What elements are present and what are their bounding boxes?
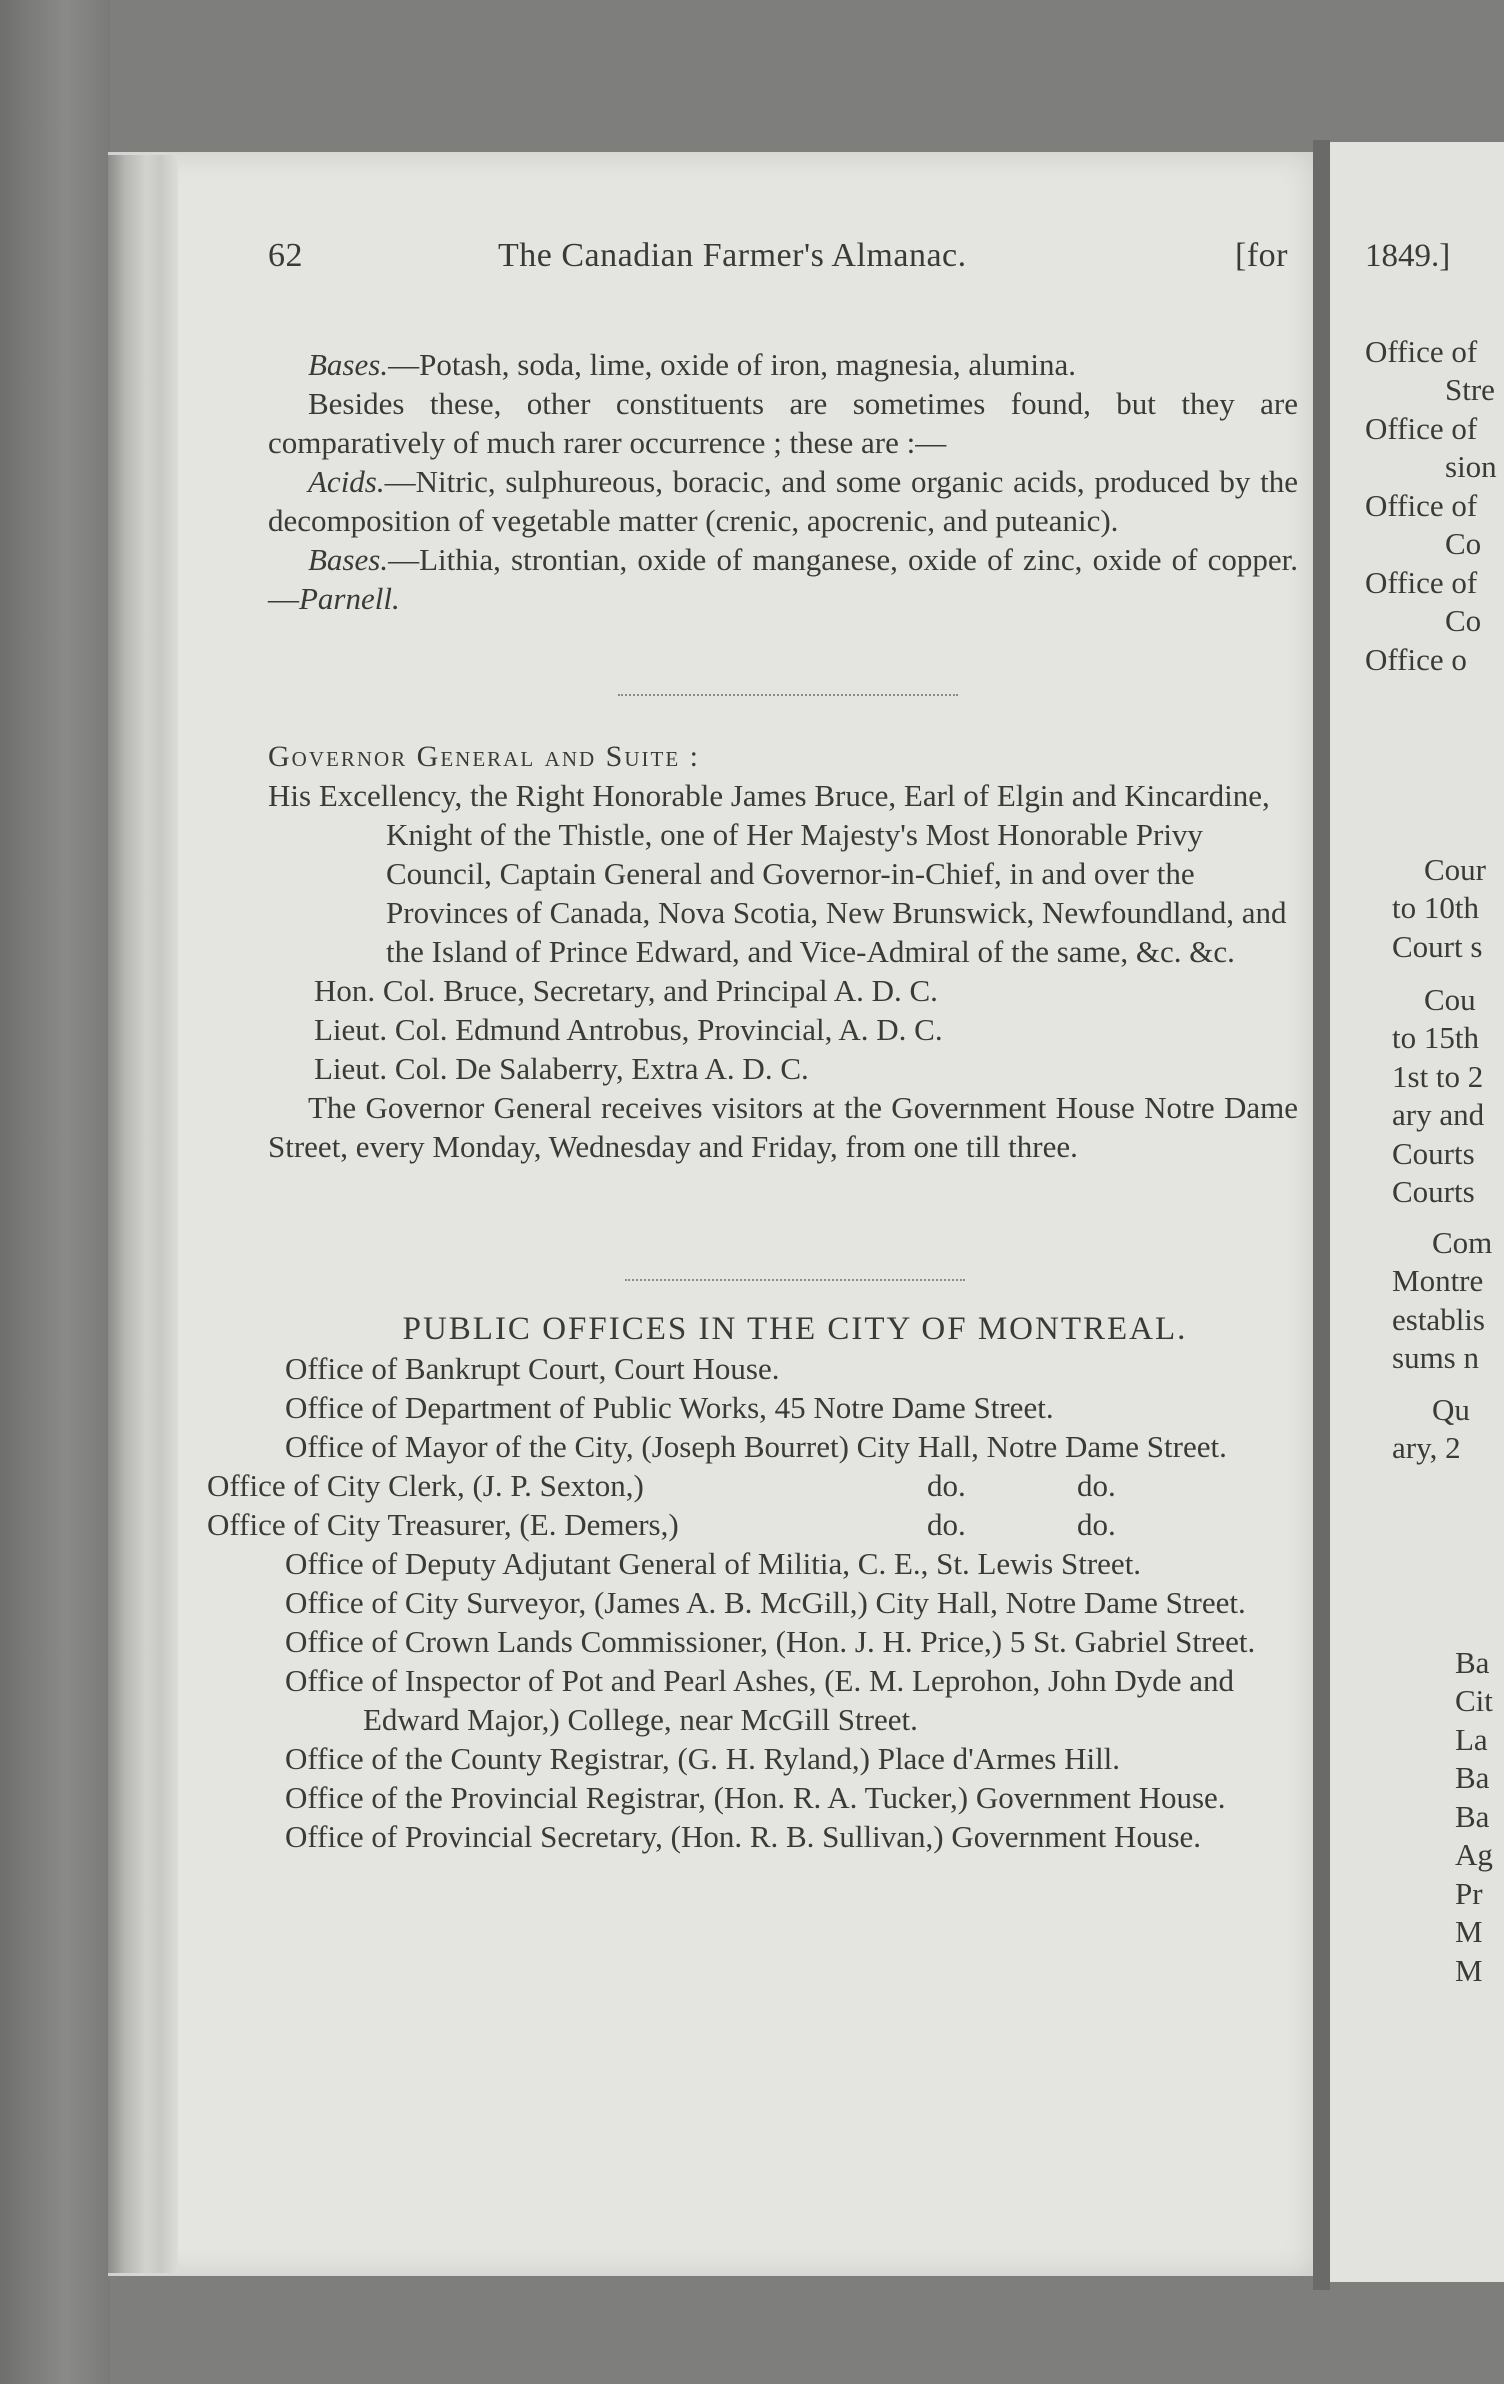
page-number: 62	[268, 237, 303, 274]
acids-text: —Nitric, sulphureous, boracic, and some organic acids, produced by the decomposition of vegetable matter (crenic, apocrenic, and puteanic).	[268, 464, 1298, 538]
right-line: M	[1455, 1953, 1483, 1988]
bases2-label: Bases.	[308, 542, 389, 577]
right-line: to 15th	[1392, 1020, 1479, 1055]
right-line: Stre	[1445, 372, 1495, 407]
bases2-text: —Lithia, strontian, oxide of manganese, oxide of zinc, oxide of copper.—	[268, 542, 1298, 616]
office-entry-text: Office of City Clerk, (J. P. Sexton,)	[207, 1468, 644, 1503]
suite-member: Lieut. Col. Edmund Antrobus, Provincial, A. D. C.	[314, 1012, 943, 1047]
governor-entry: His Excellency, the Right Honorable James Bruce, Earl of Elgin and Kincardine, Knight of the Thistle, one of Her Majesty's Most Honorable Privy Council, Captain General and Governor-in-Chief, in and over the Provinces of Canada, Nova Scotia, New Brunswick, Newfoundland, and the Island of Prince Edward, and Vice-Admiral of the same, &c. &c.	[268, 778, 1287, 969]
right-line: to 10th	[1392, 890, 1479, 925]
right-line: Office of	[1365, 565, 1478, 600]
right-column-mid	[1392, 850, 1504, 1510]
ditto-mark: do.	[927, 1507, 966, 1542]
right-line: 1st to 2	[1392, 1059, 1484, 1094]
book-binding-edge	[108, 155, 178, 2273]
right-line: Ag	[1455, 1837, 1493, 1872]
suite-member: Hon. Col. Bruce, Secretary, and Principal A. D. C.	[314, 973, 938, 1008]
right-line: La	[1455, 1722, 1488, 1757]
right-column-bottom	[1455, 1643, 1504, 2023]
office-entry: Office of Crown Lands Commissioner, (Hon. J. H. Price,) 5 St. Gabriel Street.	[285, 1624, 1256, 1659]
running-for: [for	[1235, 237, 1288, 274]
office-entry: Office of the Provincial Registrar, (Hon. R. A. Tucker,) Government House.	[285, 1780, 1226, 1815]
right-line: Pr	[1455, 1876, 1483, 1911]
right-line: establis	[1392, 1302, 1485, 1337]
bases-label: Bases.	[308, 347, 389, 382]
office-entry: Office of Mayor of the City, (Joseph Bourret) City Hall, Notre Dame Street.	[285, 1429, 1227, 1464]
right-line: Co	[1445, 526, 1482, 561]
section-divider	[625, 1279, 965, 1283]
right-line: M	[1455, 1914, 1483, 1949]
right-line: Office of	[1365, 488, 1478, 523]
bases-text: —Potash, soda, lime, oxide of iron, magnesia, alumina.	[388, 347, 1076, 382]
office-entry: Office of City Surveyor, (James A. B. McGill,) City Hall, Notre Dame Street.	[285, 1585, 1246, 1620]
right-line: Cit	[1455, 1683, 1493, 1718]
right-line: Cou	[1424, 982, 1476, 1017]
section-divider	[618, 694, 958, 698]
office-entry: Office of the County Registrar, (G. H. Ryland,) Place d'Armes Hill.	[285, 1741, 1121, 1776]
right-line: ary and	[1392, 1097, 1485, 1132]
right-line: Cour	[1424, 852, 1486, 887]
office-entry-ditto: Office of City Treasurer, (E. Demers,) do. do.	[285, 1505, 1305, 1544]
right-line: Qu	[1432, 1392, 1470, 1427]
office-entry: Office of Deputy Adjutant General of Militia, C. E., St. Lewis Street.	[285, 1546, 1142, 1581]
right-line: Co	[1445, 603, 1482, 638]
visitors-paragraph: The Governor General receives visitors at the Government House Notre Dame Street, every Monday, Wednesday and Friday, from one till three.	[268, 1090, 1298, 1164]
right-line: sion	[1445, 449, 1497, 484]
office-entry: Office of Bankrupt Court, Court House.	[285, 1351, 780, 1386]
right-line: Office of	[1365, 411, 1478, 446]
right-line: Court s	[1392, 929, 1483, 964]
chemistry-section	[268, 345, 1298, 618]
besides-paragraph: Besides these, other constituents are sometimes found, but they are comparatively of much rarer occurrence ; these are :—	[268, 386, 1298, 460]
office-entry: Office of Provincial Secretary, (Hon. R. B. Sullivan,) Government House.	[285, 1819, 1202, 1854]
governor-heading: Governor General and Suite :	[268, 740, 700, 773]
source-citation: Parnell.	[299, 581, 400, 616]
bases-paragraph	[268, 345, 1298, 384]
right-line: Com	[1432, 1225, 1493, 1260]
bases2-paragraph	[268, 540, 1298, 618]
office-entry: Office of Inspector of Pot and Pearl Ashes, (E. M. Leprohon, John Dyde and Edward Major,) College, near McGill Street.	[285, 1663, 1235, 1737]
acids-label: Acids.	[308, 464, 385, 499]
office-entry-ditto: Office of City Clerk, (J. P. Sexton,) do. do.	[285, 1466, 1305, 1505]
governor-section	[268, 737, 1298, 1166]
right-line: sums n	[1392, 1340, 1479, 1375]
right-column-top	[1365, 332, 1504, 702]
office-entry-text: Office of City Treasurer, (E. Demers,)	[207, 1507, 679, 1542]
scan-background	[0, 0, 110, 2384]
running-title: The Canadian Farmer's Almanac.	[498, 237, 967, 274]
public-offices-heading: PUBLIC OFFICES IN THE CITY OF MONTREAL.	[402, 1311, 1188, 1347]
office-entry: Office of Department of Public Works, 45 Notre Dame Street.	[285, 1390, 1054, 1425]
acids-paragraph	[268, 462, 1298, 540]
right-line: ary, 2	[1392, 1430, 1461, 1465]
right-line: Ba	[1455, 1760, 1490, 1795]
page-gutter	[1313, 140, 1330, 2290]
right-line: Courts	[1392, 1174, 1475, 1209]
right-line: Ba	[1455, 1645, 1490, 1680]
suite-member: Lieut. Col. De Salaberry, Extra A. D. C.	[314, 1051, 809, 1086]
right-line: Office o	[1365, 642, 1467, 677]
right-line: Courts	[1392, 1136, 1475, 1171]
right-running-head: 1849.]	[1365, 238, 1451, 274]
running-head	[268, 237, 1298, 287]
right-line: Office of	[1365, 334, 1478, 369]
ditto-mark: do.	[927, 1468, 966, 1503]
right-line: Ba	[1455, 1799, 1490, 1834]
public-offices-section	[207, 1310, 1305, 1856]
right-line: Montre	[1392, 1263, 1484, 1298]
